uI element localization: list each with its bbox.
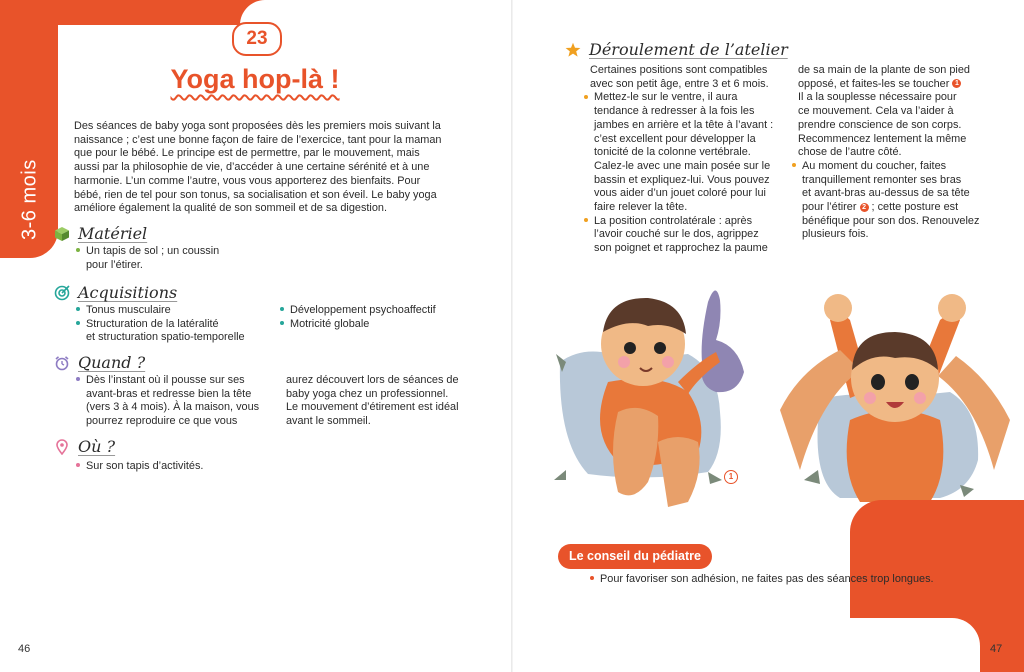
toy-rabbit: [701, 290, 744, 392]
steps-col2: de sa main de la plante de son pied opposé, et faites-les se toucher 1 Il a la souplesse nécessaire pour ce mouvement. Cela va l’aider à prendre conscience de son corps. Recommencez lentement la même chose de l’autre côté. Au moment du coucher, faites tranquillement remonter ses bras et avant-bras au-dessus de sa tête pour l’étirer 2 ; cette posture est bénéfique pour son dos. Renouvelez plusieurs fois.: [792, 64, 992, 242]
illustration-baby-stretch: [780, 280, 1010, 510]
bullet: [76, 307, 80, 311]
acquisitions-heading: [54, 283, 177, 302]
intro-paragraph: Des séances de baby yoga sont proposées dès les premiers mois suivant la naissance ; c’est une bonne façon de faire de l’exercice, tant pour la maman que pour le bébé. Le principe est de permettre, par le mouvement, mais aussi par la philosophie de vie, d’accéder à une certaine sérénité et à une harmonie. L’un comme l’autre, vous vous apporterez des bienfaits. Pour bébé, rien de tel pour son tonus, sa socialisation et son éveil. Le baby yoga améliore également la qualité de son sommeil et de sa digestion.: [74, 120, 442, 215]
baby-body: [847, 410, 944, 502]
acquisitions-col2: Développement psychoaffectif Motricité globale: [280, 304, 436, 331]
materiel-title: Matériel: [78, 224, 148, 243]
quand-title: Quand ?: [78, 353, 146, 372]
age-band-label: 3-6 mois: [18, 159, 41, 241]
bullet: [584, 218, 588, 222]
quand-col1: Dès l’instant où il pousse sur ses avant-bras et redresse bien la tête (vers 3 à 4 mois). À la maison, vous pourrez reproduire ce que vous: [76, 374, 259, 429]
bullet: [590, 576, 594, 580]
bullet: [76, 321, 80, 325]
bullet: [280, 321, 284, 325]
bullet: [76, 248, 80, 252]
spread-gutter: [511, 0, 513, 672]
corner-band-cut: [850, 618, 980, 672]
bullet: [76, 463, 80, 467]
ou-list: Sur son tapis d’activités.: [76, 460, 203, 474]
acquisitions-col1: Tonus musculaire Structuration de la latéralité et structuration spatio-temporelle: [76, 304, 245, 345]
illustration-baby-tummy: [548, 282, 748, 512]
cube-icon: [54, 226, 70, 242]
bullet: [792, 163, 796, 167]
materiel-list: Un tapis de sol ; un coussin pour l’étirer.: [76, 245, 219, 272]
bullet: [584, 95, 588, 99]
quand-col2: aurez découvert lors de séances de baby yoga chez un professionnel. Le mouvement d’étirement est idéal avant le sommeil.: [286, 374, 459, 428]
adult-hand-2: [658, 437, 700, 507]
steps-col1: Certaines positions sont compatibles avec son petit âge, entre 3 et 6 mois. Mettez-le sur le ventre, il aura tendance à redresser à la fois les jambes en arrière et la tête à l’avant : c’est excellent pour développer la tonicité de la colonne vertébrale. Calez-le avec une main posée sur le bassin et expliquez-lui. Vous pouvez vous aider d’un jouet coloré pour lui faire relever la tête. La position controlatérale : après l’avoir couché sur le dos, agrippez son poignet et rapprochez la paume: [584, 64, 784, 256]
marker-2: 2: [860, 203, 869, 212]
bullet: [280, 307, 284, 311]
illustration-1-number: 1: [724, 470, 738, 484]
bullet: [76, 377, 80, 381]
page-title: Yoga hop-là !: [170, 64, 340, 94]
pediatrician-advice-label: Le conseil du pédiatre: [558, 544, 712, 569]
quand-heading: [54, 353, 145, 372]
ou-title: Où ?: [78, 437, 116, 456]
alarm-clock-icon: [54, 355, 70, 371]
pediatrician-advice-text: Pour favoriser son adhésion, ne faites pas des séances trop longues.: [590, 573, 934, 585]
activity-number-badge: 23: [232, 22, 282, 56]
page-number-left: 46: [18, 643, 31, 655]
star-icon: [565, 42, 581, 58]
page-number-right: 47: [990, 643, 1003, 655]
deroulement-heading: [565, 40, 788, 59]
acquisitions-title: Acquisitions: [78, 283, 178, 302]
deroulement-title: Déroulement de l’atelier: [589, 40, 788, 59]
materiel-heading: [54, 224, 147, 243]
marker-1: 1: [952, 79, 961, 88]
adult-hand: [613, 408, 658, 495]
location-pin-icon: [54, 439, 70, 455]
ou-heading: [54, 437, 115, 456]
target-icon: [54, 285, 70, 301]
